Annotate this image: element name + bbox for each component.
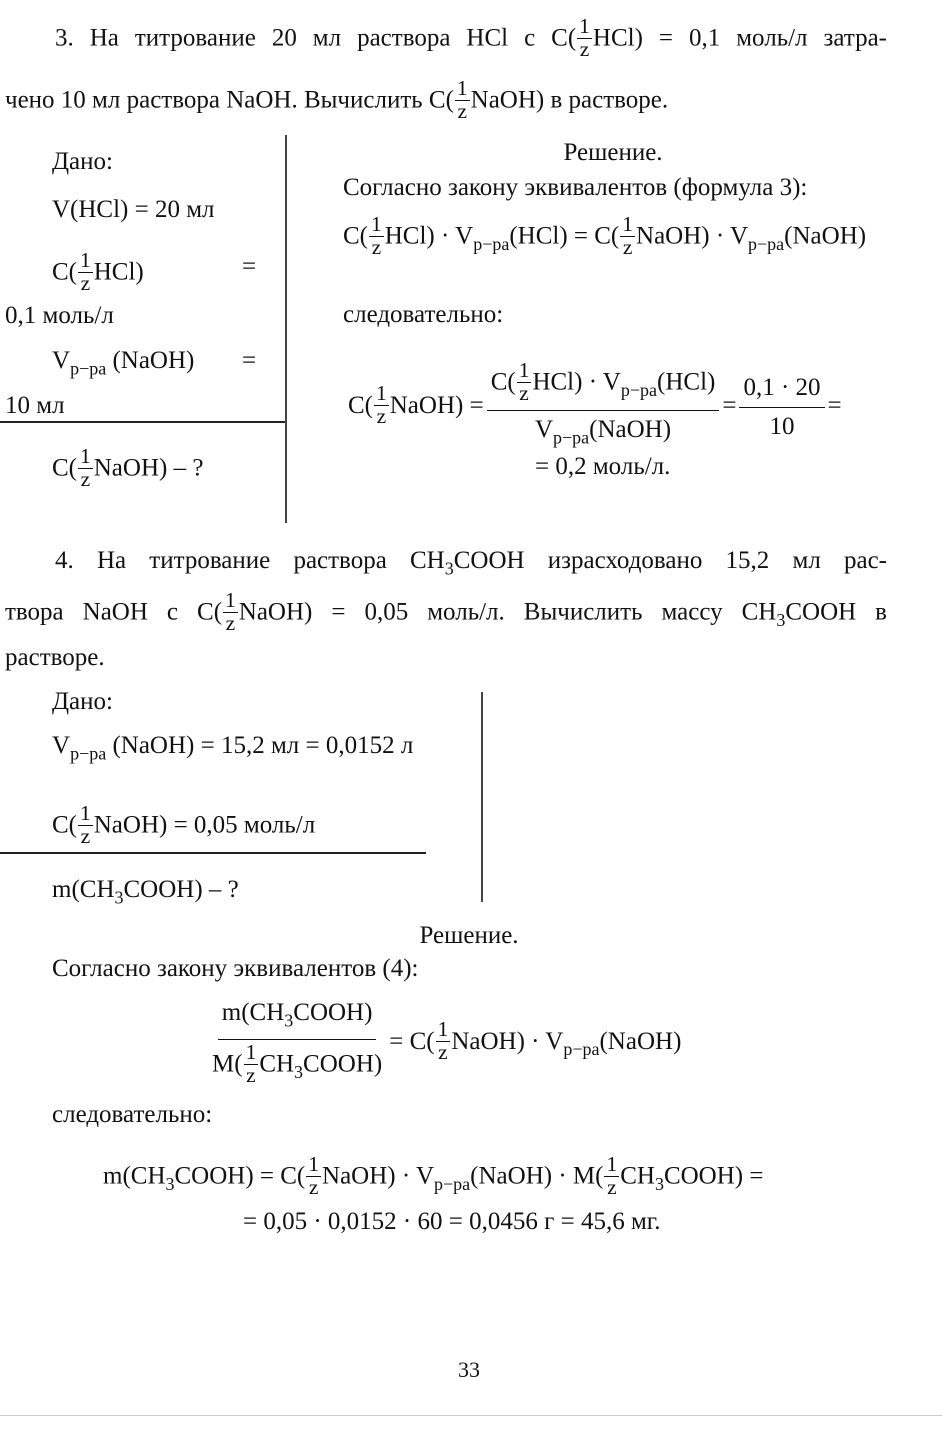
- given-vertical-divider: [285, 135, 287, 523]
- fraction-denominator: z: [371, 234, 382, 259]
- fraction-denominator: z: [622, 234, 633, 259]
- fraction-denominator: z: [519, 380, 529, 405]
- fraction-numerator: 1: [80, 248, 91, 272]
- fraction-one-over-z: [369, 216, 384, 258]
- formula-text: 4. На титрование раствора CH: [55, 547, 445, 574]
- fraction-one-over-z: [223, 590, 238, 634]
- given-c-naoh: [52, 801, 316, 849]
- fraction-denominator: z: [80, 823, 91, 848]
- fraction-one-over-z: [604, 1154, 619, 1198]
- formula-text: (NaOH): [784, 222, 867, 250]
- fraction-one-over-z: [577, 16, 592, 60]
- formula-text: COOH) – ?: [123, 876, 239, 903]
- solution-law: Согласно закону эквивалентов (формула 3):: [343, 174, 808, 201]
- fraction-denominator: z: [80, 270, 91, 295]
- subscript: p−pa: [553, 427, 590, 448]
- formula-text: HCl) = 0,1 моль/л затра-: [592, 24, 887, 52]
- fraction-denominator: z: [438, 1039, 448, 1064]
- equivalence-formula: [205, 998, 681, 1088]
- subscript: 3: [294, 1062, 304, 1083]
- fraction-numerator: 1: [456, 76, 468, 100]
- formula-text: HCl): [93, 258, 144, 286]
- subscript: p−pa: [563, 1039, 600, 1060]
- problem3-statement-line2: [5, 76, 669, 124]
- formula-text: NaOH) · V: [636, 222, 749, 250]
- fraction-one-over-z: [436, 1019, 451, 1063]
- problem3-statement-line1: [55, 14, 887, 62]
- fraction-one-over-z: [455, 78, 470, 122]
- fraction-denominator: [531, 411, 675, 452]
- page-number: 33: [458, 1357, 480, 1382]
- fraction-one-over-z: [78, 250, 93, 294]
- fraction-denominator: z: [457, 98, 468, 123]
- fraction-numerator: 1: [371, 216, 382, 236]
- formula-text: (NaOH): [589, 416, 672, 443]
- formula-text: (HCl): [657, 368, 716, 396]
- formula-text: NaOH) · V: [451, 1027, 564, 1055]
- formula-text: COOH): [303, 1051, 383, 1079]
- fraction-one-over-z: [620, 216, 635, 258]
- subscript: p−pa: [434, 1174, 471, 1195]
- fraction: [208, 998, 386, 1088]
- subscript: 3: [114, 887, 124, 908]
- formula-text: NaOH) =: [389, 391, 484, 419]
- formula-text: HCl) · V: [384, 222, 474, 250]
- mass-formula: [103, 1152, 764, 1200]
- formula-text: NaOH) – ?: [93, 454, 204, 482]
- fraction-numerator: 1: [245, 1040, 257, 1065]
- given-divider: [0, 852, 426, 854]
- concentration-result: = 0,2 моль/л.: [535, 453, 671, 480]
- formula-text: (NaOH) = 15,2 мл = 0,0152 л: [106, 732, 414, 759]
- fraction-denominator: [765, 408, 798, 442]
- given-v-hcl: [52, 195, 215, 225]
- find-c-naoh: [52, 444, 204, 492]
- equivalence-formula: [343, 216, 913, 260]
- fraction-numerator: 1: [606, 1152, 618, 1176]
- formula-text: = C(: [389, 1027, 435, 1055]
- fraction-numerator: 1: [80, 444, 91, 468]
- formula-text: 3. На титрование 20 мл раствора HCl с C(: [55, 24, 577, 52]
- fraction-denominator: z: [579, 36, 590, 61]
- solution-law: Согласно закону эквивалентов (4):: [52, 955, 419, 982]
- formula-text: (HCl) = C(: [509, 222, 620, 250]
- formula-text: COOH) = C(: [174, 1162, 306, 1190]
- formula-text: COOH) =: [663, 1162, 764, 1190]
- fraction-one-over-z: [244, 1042, 259, 1086]
- problem4-statement-line2: [5, 588, 887, 636]
- formula-text: C(: [52, 454, 77, 482]
- therefore-label: следовательно:: [343, 301, 504, 328]
- fraction-numerator: 1: [437, 1017, 449, 1042]
- formula-text: V: [534, 416, 554, 443]
- subscript: p−pa: [620, 380, 658, 401]
- fraction-numerator: 1: [308, 1152, 320, 1176]
- subscript: p−pa: [70, 743, 107, 764]
- fraction-denominator: z: [225, 610, 236, 635]
- fraction-numerator: 1: [80, 801, 91, 825]
- formula-text: 10: [769, 412, 795, 440]
- fraction-one-over-z: [517, 360, 532, 404]
- formula-text: NaOH) = 0,05 моль/л. Вычислить массу CH: [238, 598, 777, 626]
- formula-text: M(: [212, 1051, 243, 1079]
- given-v-naoh: [52, 731, 413, 768]
- fraction-numerator: [487, 358, 720, 411]
- given-divider: [0, 421, 286, 423]
- formula-text: m(CH: [103, 1162, 166, 1190]
- formula-text: m(CH: [52, 876, 115, 903]
- formula-text: V(HCl) = 20 мл: [52, 196, 215, 223]
- fraction-numerator: 1: [579, 14, 590, 38]
- subscript: 3: [284, 1010, 294, 1031]
- formula-text: COOH израсходовано 15,2 мл рас-: [453, 547, 888, 574]
- problem4-statement-line3: растворе.: [5, 644, 105, 671]
- fraction-one-over-z: [78, 446, 93, 490]
- formula-text: V: [52, 347, 71, 374]
- solution-title: Решение.: [419, 922, 519, 949]
- formula-text: =: [722, 391, 737, 419]
- fraction-one-over-z: [374, 383, 389, 427]
- fraction: [487, 358, 720, 452]
- fraction-numerator: 1: [225, 588, 236, 612]
- formula-text: CH: [620, 1162, 655, 1190]
- subscript: p−pa: [473, 234, 510, 255]
- formula-text: чено 10 мл раствора NaOH. Вычислить C(: [5, 86, 454, 114]
- given-vertical-divider: [481, 692, 483, 902]
- find-mass: [52, 875, 239, 912]
- formula-text: V: [52, 732, 71, 759]
- given-v-naoh-value: 10 мл: [5, 392, 65, 419]
- page-bottom-border: [0, 1415, 942, 1416]
- subscript: p−pa: [70, 358, 107, 379]
- subscript: 3: [444, 558, 454, 579]
- fraction-numerator: 1: [622, 216, 634, 236]
- fraction-numerator: [739, 373, 824, 408]
- formula-text: NaOH) в растворе.: [470, 86, 669, 114]
- therefore-label: следовательно:: [52, 1101, 213, 1128]
- concentration-formula: [348, 358, 842, 452]
- given-title: Дано:: [52, 688, 113, 715]
- formula-text: C(: [348, 391, 373, 419]
- formula-text: COOH в: [785, 598, 887, 626]
- formula-text: HCl) · V: [532, 368, 621, 396]
- fraction-numerator: [218, 998, 377, 1040]
- fraction-denominator: [208, 1040, 386, 1088]
- fraction-denominator: z: [80, 466, 91, 491]
- mass-result: = 0,05 · 0,0152 · 60 = 0,0456 г = 45,6 мг.: [243, 1208, 661, 1235]
- fraction-numerator: 1: [376, 381, 387, 406]
- formula-text: C(: [52, 811, 77, 839]
- equals-sign: =: [242, 347, 257, 374]
- given-c-hcl: [52, 248, 144, 296]
- formula-text: C(: [52, 258, 77, 286]
- subscript: 3: [776, 610, 786, 631]
- formula-text: NaOH) · V: [322, 1162, 435, 1190]
- fraction-denominator: z: [376, 403, 387, 428]
- problem4-statement-line1: [55, 546, 887, 583]
- fraction: [739, 373, 824, 442]
- formula-text: (NaOH): [599, 1027, 682, 1055]
- formula-text: NaOH) = 0,05 моль/л: [93, 811, 316, 839]
- given-v-naoh: [52, 346, 194, 383]
- fraction-denominator: z: [607, 1174, 617, 1199]
- fraction-one-over-z: [306, 1154, 321, 1198]
- formula-text: твора NaOH с C(: [5, 598, 223, 626]
- formula-text: m(CH: [221, 999, 285, 1026]
- solution-title: Решение.: [563, 139, 663, 166]
- subscript: p−pa: [748, 234, 785, 255]
- equals-sign: =: [242, 253, 257, 280]
- formula-text: COOH): [293, 999, 373, 1026]
- formula-text: 0,1 · 20: [743, 373, 821, 401]
- formula-text: CH: [259, 1051, 295, 1079]
- formula-text: (NaOH): [106, 347, 195, 374]
- formula-text: (NaOH) · M(: [470, 1162, 604, 1190]
- formula-text: C(: [490, 368, 516, 396]
- fraction-one-over-z: [78, 803, 93, 847]
- fraction-numerator: 1: [518, 358, 530, 382]
- subscript: 3: [654, 1174, 664, 1195]
- given-c-hcl-value: 0,1 моль/л: [5, 302, 114, 329]
- formula-text: =: [827, 391, 842, 419]
- fraction-denominator: z: [308, 1174, 319, 1199]
- given-title: Дано:: [52, 148, 113, 175]
- formula-text: C(: [343, 222, 368, 250]
- subscript: 3: [165, 1174, 175, 1195]
- fraction-denominator: z: [246, 1062, 256, 1087]
